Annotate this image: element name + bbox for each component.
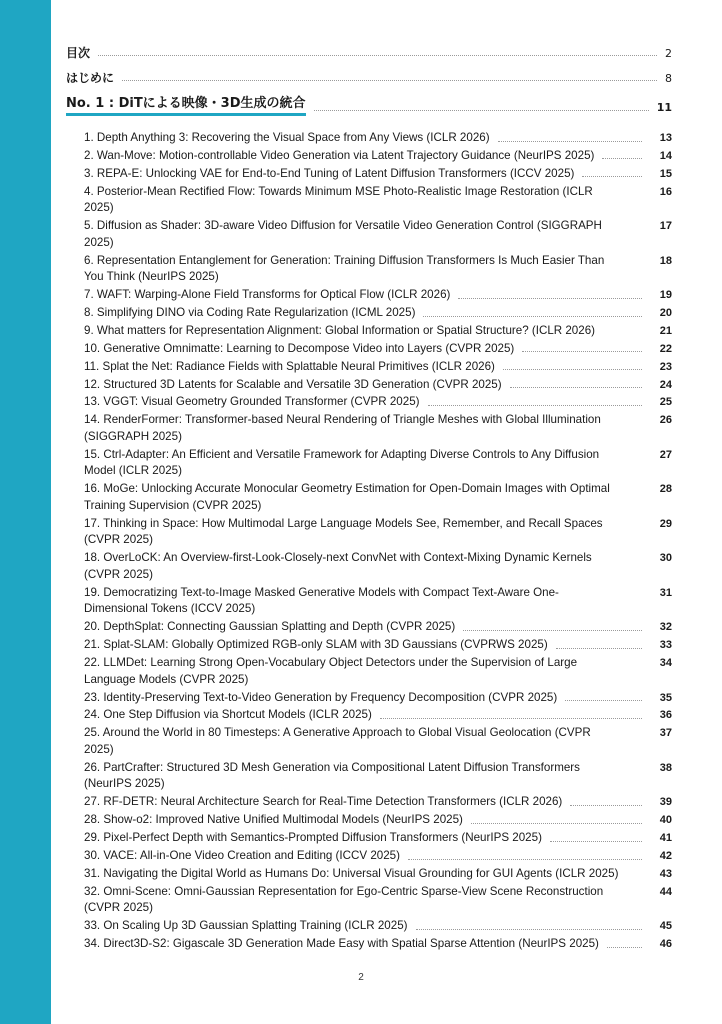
toc-entry-page: 37 (659, 727, 672, 740)
toc-entry-page: 38 (659, 761, 672, 774)
dot-leader (522, 351, 642, 352)
toc-entry[interactable] (84, 166, 672, 183)
toc-entry-label: 29. Pixel-Perfect Depth with Semantics-Prompted Diffusion Transformers (NeurIPS 2025) (84, 831, 542, 845)
toc-entry-label: 目次 (66, 46, 91, 60)
toc-entry-page: 14 (659, 149, 672, 162)
toc-entry[interactable] (84, 707, 672, 724)
dot-leader (380, 718, 642, 719)
toc-entry[interactable] (84, 884, 672, 917)
dot-leader (416, 929, 642, 930)
toc-entry-label: 12. Structured 3D Latents for Scalable and Versatile 3D Generation (CVPR 2025) (84, 377, 502, 391)
dot-leader (458, 298, 642, 299)
toc-entry[interactable] (84, 725, 672, 758)
toc-entry[interactable] (84, 394, 672, 411)
toc-entry-label: 7. WAFT: Warping-Alone Field Transforms for Optical Flow (ICLR 2026) (84, 288, 451, 302)
dot-leader (98, 55, 657, 56)
toc-entry-label: 13. VGGT: Visual Geometry Grounded Transformer (CVPR 2025) (84, 395, 420, 409)
toc-entry-label: 25. Around the World in 80 Timesteps: A Generative Approach to Global Visual Geolocation (CVPR 2025) (84, 726, 591, 756)
toc-entry-label: 18. OverLoCK: An Overview-first-Look-Closely-next ConvNet with Context-Mixing Dynamic Kernels (CVPR 2025) (84, 551, 592, 581)
toc-entry-label: 32. Omni-Scene: Omni-Gaussian Representation for Ego-Centric Sparse-View Scene Reconstruction (CVPR 2025) (84, 884, 604, 915)
toc-entry-label: 14. RenderFormer: Transformer-based Neural Rendering of Triangle Meshes with Global Illumination (SIGGRAPH 2025) (84, 413, 601, 443)
dot-leader (607, 947, 642, 948)
toc-entry-label: 10. Generative Omnimatte: Learning to Decompose Video into Layers (CVPR 2025) (84, 341, 515, 355)
toc-entry-label: 19. Democratizing Text-to-Image Masked Generative Models with Compact Text-Aware One-Dimensional Tokens (ICCV 2025) (84, 585, 559, 616)
toc-entry-page: 21 (659, 324, 672, 337)
toc-entry[interactable] (84, 481, 672, 514)
dot-leader (428, 405, 643, 406)
toc-entry-page: 46 (659, 938, 672, 951)
toc-entry-page: 33 (659, 639, 672, 652)
toc-entry-page: 31 (659, 586, 672, 599)
toc-entry-page: 34 (659, 657, 672, 670)
toc-entry-page: 23 (659, 360, 672, 373)
toc-entry[interactable] (84, 936, 672, 953)
toc-entry-label: 2. Wan-Move: Motion-controllable Video Generation via Latent Trajectory Guidance (NeurIPS 2025) (84, 148, 595, 162)
dot-leader (503, 369, 642, 370)
table-of-contents (66, 46, 672, 954)
toc-entry-label: 8. Simplifying DINO via Coding Rate Regularization (ICML 2025) (84, 306, 416, 320)
toc-entry-label: 17. Thinking in Space: How Multimodal Large Language Models See, Remember, and Recall Spaces (CVPR 2025) (84, 516, 603, 547)
dot-leader (471, 823, 642, 824)
toc-chapter-heading[interactable] (66, 96, 672, 119)
toc-entry-page: 39 (659, 796, 672, 809)
toc-entry-page: 41 (659, 832, 672, 845)
toc-entry-page: 24 (659, 378, 672, 391)
toc-entry-page: 32 (659, 621, 672, 634)
toc-entry-page: 15 (659, 167, 672, 180)
toc-entry[interactable] (84, 830, 672, 847)
toc-entry[interactable] (84, 218, 672, 251)
toc-entry-page: 44 (659, 885, 672, 898)
dot-leader (498, 141, 642, 142)
toc-entry-page: 36 (659, 709, 672, 722)
toc-entry-list (66, 130, 672, 953)
toc-entry[interactable] (84, 359, 672, 376)
toc-entry[interactable] (84, 184, 672, 217)
toc-entry-label: 22. LLMDet: Learning Strong Open-Vocabulary Object Detectors under the Supervision of Large Language Models (CVPR 2025) (84, 656, 578, 686)
toc-entry-page: 45 (659, 920, 672, 933)
toc-entry[interactable] (84, 655, 672, 688)
dot-leader (314, 110, 649, 111)
toc-entry[interactable] (84, 148, 672, 165)
toc-entry-page: 26 (659, 414, 672, 427)
toc-entry[interactable] (84, 447, 672, 480)
toc-entry[interactable] (84, 412, 672, 445)
toc-entry-label: 23. Identity-Preserving Text-to-Video Generation by Frequency Decomposition (CVPR 2025) (84, 690, 558, 704)
toc-entry-label: 31. Navigating the Digital World as Humans Do: Universal Visual Grounding for GUI Agents (ICLR 2025) (84, 866, 619, 880)
dot-leader (408, 859, 642, 860)
toc-entry-page: 13 (659, 132, 672, 144)
toc-entry-page: 27 (659, 448, 672, 461)
toc-entry-label: 34. Direct3D-S2: Gigascale 3D Generation Made Easy with Spatial Sparse Attention (NeurIPS 2025) (84, 937, 599, 951)
toc-entry-page: 43 (659, 867, 672, 880)
chapter-title: No. 1 : DiTによる映像・3D生成の統合 (66, 96, 306, 116)
toc-entry[interactable] (84, 637, 672, 654)
side-accent-band (0, 0, 51, 1024)
toc-entry[interactable] (84, 550, 672, 583)
toc-entry-page: 19 (659, 289, 672, 302)
toc-entry-label: はじめに (66, 71, 115, 85)
toc-entry[interactable] (84, 253, 672, 286)
toc-entry-label: 21. Splat-SLAM: Globally Optimized RGB-only SLAM with 3D Gaussians (CVPRWS 2025) (84, 638, 548, 652)
toc-entry[interactable] (84, 760, 672, 793)
toc-entry[interactable] (84, 812, 672, 829)
toc-entry-label: 28. Show-o2: Improved Native Unified Multimodal Models (NeurIPS 2025) (84, 813, 463, 827)
toc-entry-label: 26. PartCrafter: Structured 3D Mesh Generation via Compositional Latent Diffusion Transformers (NeurIPS 2025) (84, 760, 580, 791)
toc-entry[interactable] (84, 377, 672, 394)
dot-leader (122, 80, 657, 81)
toc-entry-page: 18 (659, 254, 672, 267)
dot-leader (423, 316, 642, 317)
dot-leader (463, 630, 642, 631)
toc-entry[interactable] (84, 323, 672, 340)
toc-entry[interactable] (84, 619, 672, 636)
toc-entry-page: 30 (659, 552, 672, 565)
dot-leader (582, 176, 642, 177)
toc-entry-label: 3. REPA-E: Unlocking VAE for End-to-End Tuning of Latent Diffusion Transformers (ICCV 2025) (84, 166, 575, 180)
toc-entry-label: 24. One Step Diffusion via Shortcut Models (ICLR 2025) (84, 708, 372, 722)
toc-entry[interactable] (84, 305, 672, 322)
dot-leader (565, 700, 642, 701)
toc-entry-label: 33. On Scaling Up 3D Gaussian Splatting Training (ICLR 2025) (84, 919, 408, 933)
toc-entry-label: 20. DepthSplat: Connecting Gaussian Splatting and Depth (CVPR 2025) (84, 620, 456, 634)
toc-entry[interactable] (84, 848, 672, 865)
page-number: 2 (358, 972, 364, 983)
toc-entry-page: 25 (659, 396, 672, 409)
toc-entry-label: 16. MoGe: Unlocking Accurate Monocular Geometry Estimation for Open-Domain Images with Optimal Training Supervision (CVPR 2025) (84, 482, 610, 512)
toc-entry-label: 15. Ctrl-Adapter: An Efficient and Versatile Framework for Adapting Diverse Controls to Any Diffusion Model (ICLR 2025) (84, 447, 600, 478)
toc-entry[interactable] (84, 918, 672, 935)
toc-entry[interactable] (84, 585, 672, 618)
dot-leader (550, 841, 642, 842)
toc-entry-page: 42 (659, 849, 672, 862)
toc-entry[interactable] (84, 794, 672, 811)
toc-top-entry-contents[interactable] (66, 46, 672, 61)
toc-entry-label: 30. VACE: All-in-One Video Creation and Editing (ICCV 2025) (84, 848, 400, 862)
toc-entry-label: 4. Posterior-Mean Rectified Flow: Towards Minimum MSE Photo-Realistic Image Restoration (ICLR 2025) (84, 184, 593, 215)
toc-entry[interactable] (84, 130, 672, 147)
toc-entry-label: 9. What matters for Representation Alignment: Global Information or Spatial Structure? (ICLR 2026) (84, 323, 596, 337)
toc-entry[interactable] (84, 341, 672, 358)
dot-leader (510, 387, 642, 388)
toc-entry-label: 5. Diffusion as Shader: 3D-aware Video Diffusion for Versatile Video Generation Control (SIGGRAPH 2025) (84, 219, 602, 249)
toc-entry[interactable] (84, 287, 672, 304)
toc-entry-page: 2 (665, 47, 672, 60)
toc-entry-page: 40 (659, 814, 672, 827)
toc-entry-label: 11. Splat the Net: Radiance Fields with Splattable Neural Primitives (ICLR 2026) (84, 359, 495, 373)
toc-entry-page: 28 (659, 483, 672, 496)
toc-entry-page: 17 (659, 220, 672, 233)
toc-entry-page: 8 (665, 72, 672, 85)
toc-entry[interactable] (84, 690, 672, 707)
toc-entry[interactable] (84, 866, 672, 883)
toc-entry-label: 27. RF-DETR: Neural Architecture Search for Real-Time Detection Transformers (ICLR 2026) (84, 795, 563, 809)
toc-entry-label: 6. Representation Entanglement for Generation: Training Diffusion Transformers Is Much Easier Than You Think (NeurIPS 2025) (84, 253, 605, 284)
toc-entry-page: 16 (659, 185, 672, 198)
toc-top-entry-introduction[interactable] (66, 71, 672, 86)
toc-entry-page: 29 (659, 517, 672, 530)
toc-entry-page: 22 (659, 342, 672, 355)
dot-leader (602, 158, 642, 159)
toc-entry[interactable] (84, 516, 672, 549)
toc-entry-page: 20 (659, 307, 672, 320)
toc-entry-page: 35 (659, 691, 672, 704)
toc-entry-label: 1. Depth Anything 3: Recovering the Visual Space from Any Views (ICLR 2026) (84, 131, 490, 144)
dot-leader (556, 648, 642, 649)
chapter-page: 11 (656, 101, 672, 114)
dot-leader (570, 805, 642, 806)
